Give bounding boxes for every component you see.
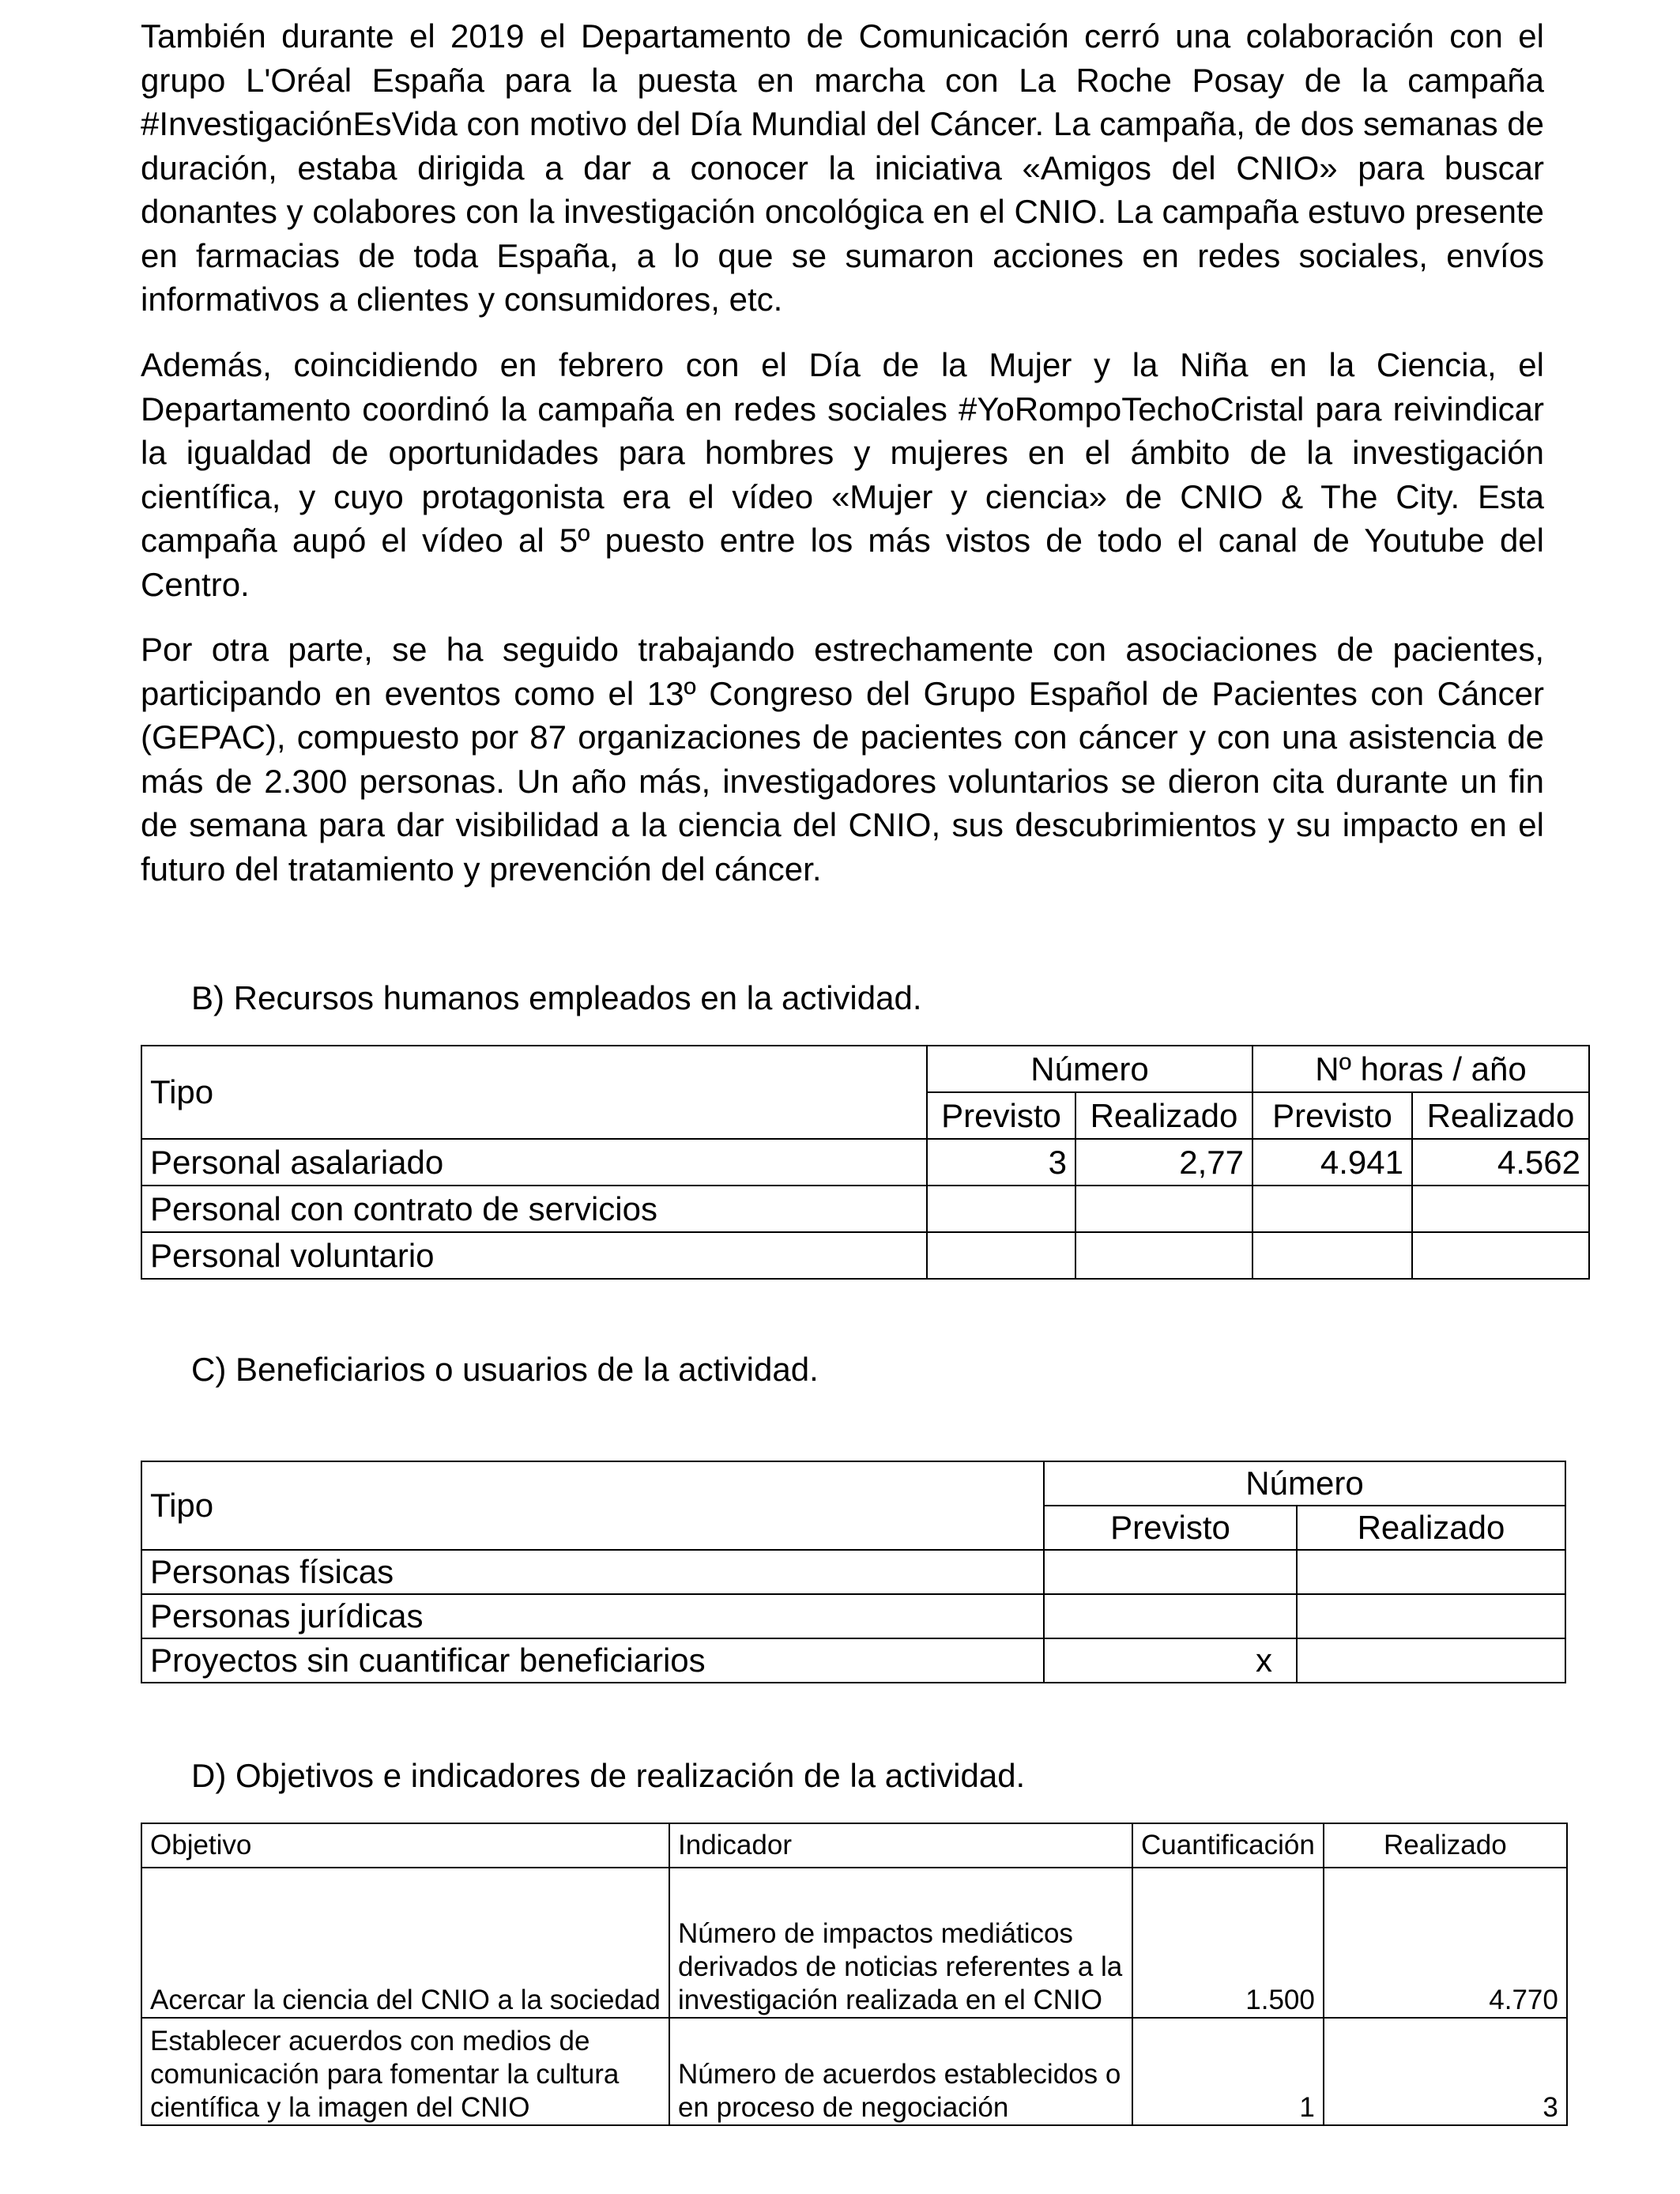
ben-tipo: Personas físicas: [141, 1550, 1044, 1594]
section-c-heading: C) Beneficiarios o usuarios de la actividad.: [191, 1351, 819, 1388]
obj-cuantificacion: 1.500: [1132, 1868, 1324, 2018]
ben-col-tipo: Tipo: [141, 1461, 1044, 1550]
hr-tipo: Personal asalariado: [141, 1139, 927, 1186]
obj-cuantificacion: 1: [1132, 2018, 1324, 2125]
table-row: [141, 1594, 1565, 1638]
table-row: [141, 1232, 1589, 1279]
ben-tipo: Personas jurídicas: [141, 1594, 1044, 1638]
obj-col-objetivo: Objetivo: [141, 1823, 669, 1868]
obj-col-indicador: Indicador: [669, 1823, 1132, 1868]
ben-realizado: [1297, 1638, 1565, 1683]
hr-horas-realizado: [1412, 1186, 1589, 1232]
hr-num-realizado: [1075, 1232, 1252, 1279]
hr-horas-previsto: [1252, 1186, 1412, 1232]
table-row: [141, 1638, 1565, 1683]
hr-tipo: Personal con contrato de servicios: [141, 1186, 927, 1232]
obj-objetivo: Acercar la ciencia del CNIO a la sociedad: [141, 1868, 669, 2018]
hr-num-previsto: [927, 1186, 1075, 1232]
obj-col-cuantificacion: Cuantificación: [1132, 1823, 1324, 1868]
hr-horas-previsto: 4.941: [1252, 1139, 1412, 1186]
table-row: [141, 2018, 1567, 2125]
hr-num-realizado: 2,77: [1075, 1139, 1252, 1186]
ben-sub-realizado: Realizado: [1297, 1506, 1565, 1550]
hr-sub-horas-previsto: Previsto: [1252, 1092, 1412, 1139]
obj-indicador: Número de acuerdos establecidos o en proceso de negociación: [669, 2018, 1132, 2125]
hr-num-previsto: 3: [927, 1139, 1075, 1186]
objectives-table: [141, 1823, 1568, 2126]
beneficiaries-table: [141, 1461, 1566, 1683]
paragraph-1: También durante el 2019 el Departamento de Comunicación cerró una colaboración con el grupo L'Oréal España para la puesta en marcha con La Roche Posay de la campaña #InvestigaciónEsVida con motivo del Día Mundial del Cáncer. La campaña, de dos semanas de duración, estaba dirigida a dar a conocer la iniciativa «Amigos del CNIO» para buscar donantes y colabores con la investigación oncológica en el CNIO. La campaña estuvo presente en farmacias de toda España, a lo que se sumaron acciones en redes sociales, envíos informativos a clientes y consumidores, etc.: [141, 17, 1544, 318]
table-row: [141, 1550, 1565, 1594]
table-row: [141, 1139, 1589, 1186]
obj-objetivo: Establecer acuerdos con medios de comunicación para fomentar la cultura científica y la imagen del CNIO: [141, 2018, 669, 2125]
ben-previsto: [1044, 1550, 1297, 1594]
hr-num-realizado: [1075, 1186, 1252, 1232]
hr-num-previsto: [927, 1232, 1075, 1279]
human-resources-table: [141, 1045, 1590, 1280]
paragraph-2: Además, coincidiendo en febrero con el Día de la Mujer y la Niña en la Ciencia, el Departamento coordinó la campaña en redes sociales #YoRompoTechoCristal para reivindicar la igualdad de oportunidades para hombres y mujeres en el ámbito de la investigación científica, y cuyo protagonista era el vídeo «Mujer y ciencia» de CNIO & The City. Esta campaña aupó el vídeo al 5º puesto entre los más vistos de todo el canal de Youtube del Centro.: [141, 346, 1544, 603]
hr-sub-horas-realizado: Realizado: [1412, 1092, 1589, 1139]
table-row: [141, 1868, 1567, 2018]
paragraph-3: Por otra parte, se ha seguido trabajando estrechamente con asociaciones de pacientes, participando en eventos como el 13º Congreso del Grupo Español de Pacientes con Cáncer (GEPAC), compuesto por 87 organizaciones de pacientes con cáncer y con una asistencia de más de 2.300 personas. Un año más, investigadores voluntarios se dieron cita durante un fin de semana para dar visibilidad a la ciencia del CNIO, sus descubrimientos y su impacto en el futuro del tratamiento y prevención del cáncer.: [141, 631, 1544, 888]
hr-sub-num-realizado: Realizado: [1075, 1092, 1252, 1139]
table-row: [141, 1186, 1589, 1232]
obj-realizado: 3: [1324, 2018, 1567, 2125]
hr-horas-realizado: 4.562: [1412, 1139, 1589, 1186]
ben-col-numero: Número: [1044, 1461, 1565, 1506]
obj-indicador: Número de impactos mediáticos derivados de noticias referentes a la investigación realizada en el CNIO: [669, 1868, 1132, 2018]
obj-realizado: 4.770: [1324, 1868, 1567, 2018]
ben-realizado: [1297, 1594, 1565, 1638]
ben-tipo: Proyectos sin cuantificar beneficiarios: [141, 1638, 1044, 1683]
hr-tipo: Personal voluntario: [141, 1232, 927, 1279]
section-d-heading: D) Objetivos e indicadores de realización de la actividad.: [191, 1757, 1026, 1794]
ben-previsto: [1044, 1594, 1297, 1638]
hr-col-horas: Nº horas / año: [1252, 1046, 1589, 1092]
hr-col-tipo: Tipo: [141, 1046, 927, 1139]
hr-horas-realizado: [1412, 1232, 1589, 1279]
hr-horas-previsto: [1252, 1232, 1412, 1279]
obj-col-realizado: Realizado: [1324, 1823, 1567, 1868]
hr-sub-num-previsto: Previsto: [927, 1092, 1075, 1139]
ben-previsto: x: [1044, 1638, 1297, 1683]
ben-sub-previsto: Previsto: [1044, 1506, 1297, 1550]
hr-col-numero: Número: [927, 1046, 1252, 1092]
ben-realizado: [1297, 1550, 1565, 1594]
section-b-heading: B) Recursos humanos empleados en la actividad.: [191, 979, 922, 1016]
